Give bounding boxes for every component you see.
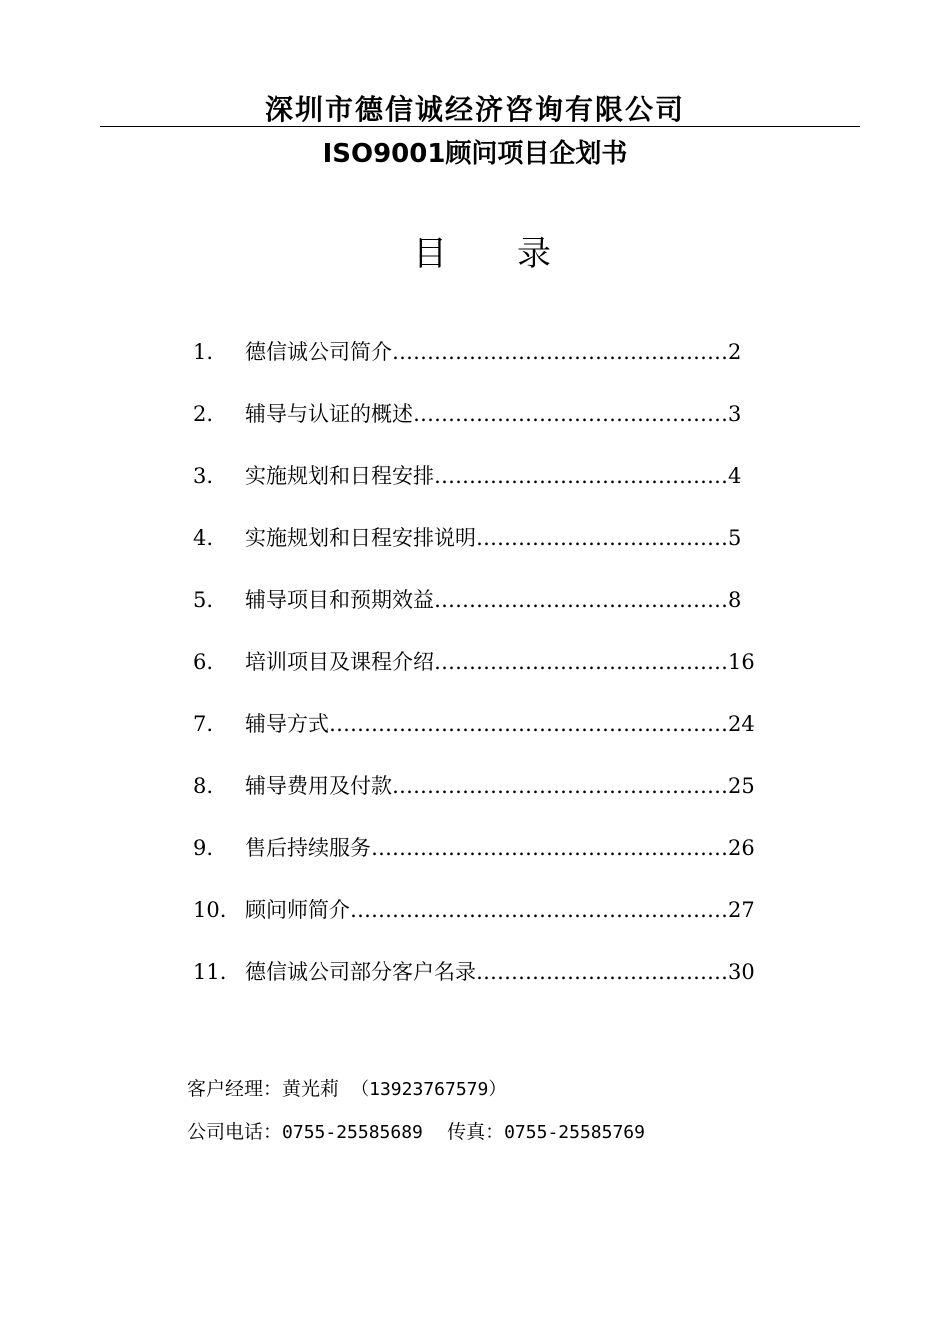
toc-item-number: 6. [193,650,214,674]
toc-item-title: 辅导费用及付款 [245,774,392,798]
toc-item-title: 德信诚公司简介 [245,340,392,364]
toc-item-leader: ………………………………………………… [329,712,728,736]
company-name: 深圳市德信诚经济咨询有限公司 [264,93,685,126]
toc-item-number: 2. [193,402,214,426]
phone-label: 公司电话： [187,1121,283,1143]
toc-item-number: 10. [193,898,227,922]
toc-item-number: 11. [193,960,227,984]
contact-manager-line [187,1074,887,1105]
toc-item-title: 辅导与认证的概述 [245,402,413,426]
toc-item [193,456,783,496]
header-rule [100,126,860,127]
toc-item-page: 27 [728,898,755,922]
toc-item-entry [245,952,755,992]
toc-item [193,952,783,992]
toc-item-entry [245,704,755,744]
toc-item [193,828,783,868]
contact-phone-line [187,1117,887,1148]
toc-item-title: 顾问师简介 [245,898,350,922]
toc-item-page: 25 [728,774,755,798]
toc-item-number: 1. [193,340,214,364]
toc-item-title: 实施规划和日程安排 [245,464,434,488]
toc-item [193,890,783,930]
toc-item [193,518,783,558]
toc-item-title: 辅导方式 [245,712,329,736]
toc-heading-char-2: 录 [517,234,551,274]
toc-item-title: 德信诚公司部分客户名录 [245,960,476,984]
toc-item-number: 7. [193,712,214,736]
toc-item-number: 3. [193,464,214,488]
toc-item-title: 实施规划和日程安排说明 [245,526,476,550]
toc-item-leader: …………………………………… [434,588,728,612]
manager-phone: （13923767579） [351,1079,507,1100]
phone-value: 0755-25585689 [282,1122,423,1143]
toc-item-page: 2 [728,340,742,364]
toc-item-leader: …………………………………………… [371,836,728,860]
toc-item [193,580,783,620]
toc-item-entry [245,580,741,620]
toc-item-page: 3 [728,402,742,426]
manager-name: 黄光莉 [282,1078,340,1100]
toc-item-leader: ……………………………………… [413,402,728,426]
toc-item-leader: …………………………………… [434,464,728,488]
toc-item-title: 培训项目及课程介绍 [245,650,434,674]
toc-item-page: 5 [728,526,742,550]
toc-item [193,766,783,806]
toc-item-page: 24 [728,712,755,736]
toc-item-entry [245,332,741,372]
toc-item-leader: ………………………………………… [392,340,728,364]
toc-item-title: 售后持续服务 [245,836,371,860]
toc-item-leader: ………………………………………… [392,774,728,798]
toc-item-leader: ……………………………… [476,960,728,984]
toc-item-leader: ……………………………………………… [350,898,728,922]
toc-item-leader: ……………………………… [476,526,728,550]
toc-item-entry [245,890,755,930]
toc-item-page: 30 [728,960,755,984]
toc-item-page: 8 [728,588,742,612]
toc-item [193,704,783,744]
toc-heading-char-1: 目 [413,234,447,274]
toc-item-entry [245,394,741,434]
fax-label: 传真： [447,1121,505,1143]
toc-item-entry [245,518,741,558]
toc-item-page: 4 [728,464,742,488]
toc-item-page: 26 [728,836,755,860]
toc-item-entry [245,828,755,868]
toc-item-title: 辅导项目和预期效益 [245,588,434,612]
toc-item [193,394,783,434]
toc-item-entry [245,456,741,496]
fax-value: 0755-25585769 [504,1122,645,1143]
manager-label: 客户经理： [187,1078,283,1100]
toc-item [193,332,783,372]
toc-item-number: 4. [193,526,214,550]
toc-item-leader: …………………………………… [434,650,728,674]
toc-item-number: 9. [193,836,214,860]
toc-item-page: 16 [728,650,755,674]
toc-item-entry [245,642,755,682]
toc-item-entry [245,766,755,806]
project-title: ISO9001顾问项目企划书 [322,139,628,169]
toc-item-number: 5. [193,588,214,612]
toc-item-number: 8. [193,774,214,798]
toc-item [193,642,783,682]
